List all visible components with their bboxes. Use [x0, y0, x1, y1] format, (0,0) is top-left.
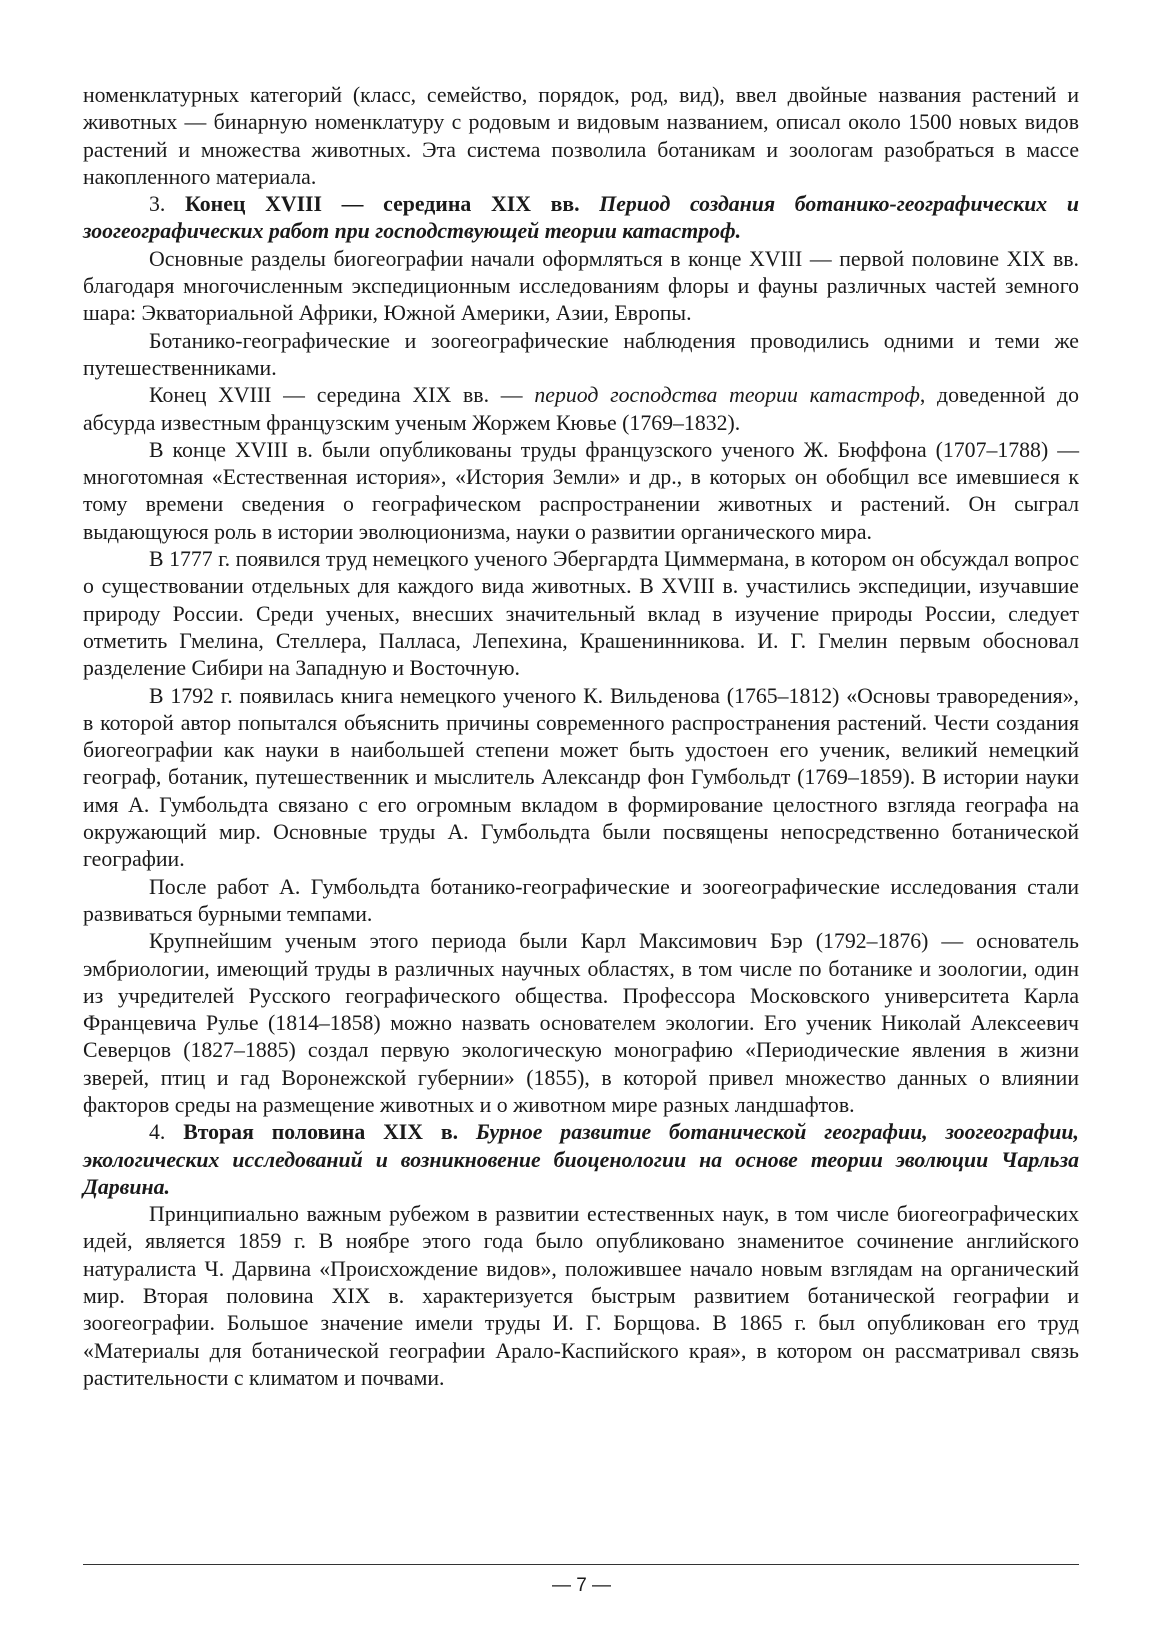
- paragraph-expeditions: Основные разделы биогеографии начали оформляться в конце XVIII — первой половине XIX вв. благодаря многочисленным экспедиционным исследованиям флоры и фауны различных частей земного шара: Экваториальной Африки, Южной Америки, Азии, Европы.: [83, 246, 1079, 326]
- paragraph-darwin: Принципиально важным рубежом в развитии естественных наук, в том числе биогеографических идей, является 1859 г. В ноябре этого года было опубликовано знаменитое сочинение английского натуралиста Ч. Дарвина «Происхождение видов», положившее начало новым взглядам на органический мир. Вторая половина XIX в. характеризуется быстрым развитием ботанической географии и зоогеографии. Большое значение имели труды И. Г. Борщова. В 1865 г. был опубликован его труд «Материалы для ботанической географии Арало-Каспийского края», в котором он рассматривал связь растительности с климатом и почвами.: [83, 1202, 1079, 1390]
- section-heading-3: [83, 191, 1079, 246]
- paragraph-willdenow-humboldt: В 1792 г. появилась книга немецкого ученого К. Вильденова (1765–1812) «Основы траворедения», в которой автор попытался объяснить причины современного распространения растений. Чести создания биогеографии как науки в наибольшей степени может быть удостоен его ученик, великий немецкий географ, ботаник, путешественник и мыслитель Александр фон Гумбольдт (1769–1859). В истории науки имя А. Гумбольдта связано с его огромным вкладом в формирование целостного взгляда географа на окружающий мир. Основные труды А. Гумбольдта были посвящены непосредственно ботанической географии.: [83, 683, 1079, 872]
- paragraph-catastrophe-theory: Конец XVIII — середина XIX вв. — период господства теории катастроф, доведенной до абсурда известным французским ученым Жоржем Кювье (1769–1832).: [83, 383, 1079, 435]
- section-heading-4: [83, 1119, 1079, 1201]
- paragraph-linnaeus-continued: номенклатурных категорий (класс, семейство, порядок, род, вид), ввел двойные названия растений и животных — бинарную номенклатуру с родовым и видовым названием, описал около 1500 новых видов растений и множества животных. Эта система позволила ботаникам и зоологам разобраться в массе накопленного материала.: [83, 83, 1079, 189]
- section-number: 4.: [149, 1120, 184, 1145]
- paragraph-buffon: В конце XVIII в. были опубликованы труды французского ученого Ж. Бюффона (1707–1788) — многотомная «Естественная история», «История Земли» и др., в которых он обобщил все имевшиеся к тому времени сведения о географическом распространении животных и растений. Он сыграл выдающуюся роль в истории эволюционизма, науки о развитии органического мира.: [83, 437, 1079, 544]
- section-number: 3.: [149, 192, 186, 217]
- paragraph-zimmermann: В 1777 г. появился труд немецкого ученого Эбергардта Циммермана, в котором он обсуждал вопрос о существовании отдельных для каждого вида животных. В XVIII в. участились экспедиции, изучавшие природу России. Среди ученых, внесших значительный вклад в изучение природы России, следует отметить Гмелина, Стеллера, Палласа, Лепехина, Крашенинникова. И. Г. Гмелин первым обосновал разделение Сибири на Западную и Восточную.: [83, 547, 1079, 681]
- paragraph-after-humboldt: После работ А. Гумбольдта ботанико-географические и зоогеографические исследования стали развиваться бурными темпами.: [83, 874, 1079, 926]
- paragraph-travelers: Ботанико-географические и зоогеографические наблюдения проводились одними и теми же путешественниками.: [83, 328, 1079, 380]
- page-body: [83, 82, 1079, 1392]
- footer-divider: [83, 1564, 1079, 1565]
- paragraph-baer-severtsov: Крупнейшим ученым этого периода были Карл Максимович Бэр (1792–1876) — основатель эмбриологии, имеющий труды в различных научных областях, в том числе по ботанике и зоологии, один из учредителей Русского географического общества. Профессора Московского университета Карла Францевича Рулье (1814–1858) можно назвать основателем экологии. Его ученик Николай Алексеевич Северцов (1827–1885) создал первую экологическую монографию «Периодические явления в жизни зверей, птиц и гад Воронежской губернии» (1855), в которой привел множество данных о влиянии факторов среды на размещение животных и о животном мире разных ландшафтов.: [83, 929, 1079, 1117]
- page-number: — 7 —: [551, 1575, 612, 1596]
- section-period: Конец XVIII — середина XIX вв.: [185, 192, 580, 217]
- section-title: Бурное развитие ботанической географии, зоогеографии, экологических исследований и возникновение биоценологии на основе теории эволюции Чарльза Дарвина.: [83, 1120, 1079, 1199]
- section-title: Период создания ботанико-географических и зоогеографических работ при господствующей теории катастроф.: [83, 192, 1079, 244]
- section-period: Вторая половина XIX в.: [183, 1120, 459, 1145]
- emphasis-catastrophe: период господства теории катастроф: [534, 383, 920, 408]
